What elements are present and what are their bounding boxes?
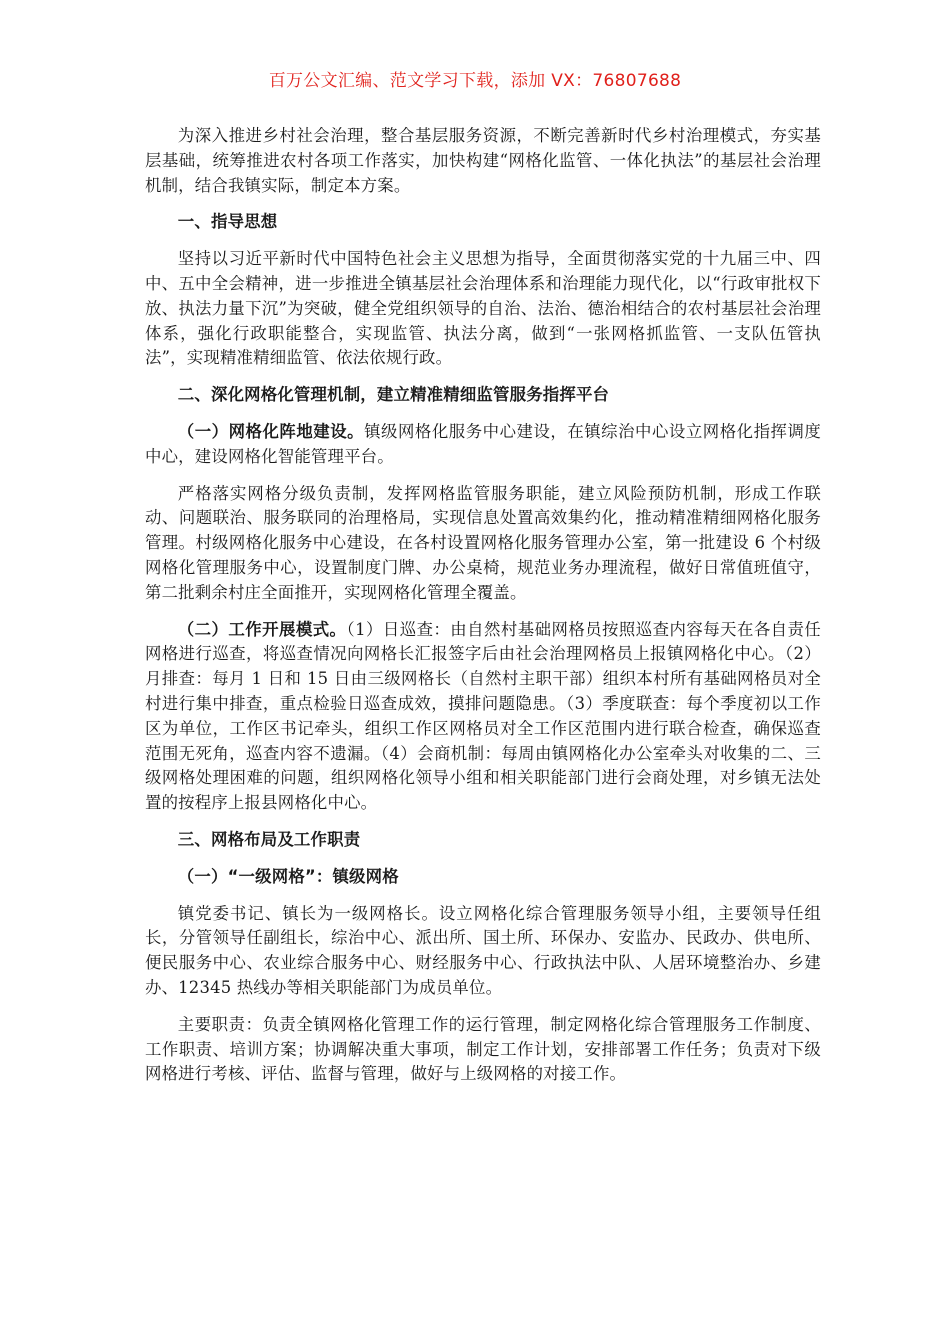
section-2-subsection-1 bbox=[145, 420, 821, 470]
section-3-subheading-1: （一）“一级网格”：镇级网格 bbox=[177, 866, 399, 886]
promo-banner: 百万公文汇编、范文学习下载，添加 VX：76807688 bbox=[268, 71, 682, 91]
intro-paragraph: 为深入推进乡村社会治理，整合基层服务资源，不断完善新时代乡村治理模式，夯实基层基础，统筹推进农村各项工作落实，加快构建“网格化监管、一体化执法”的基层社会治理机制，结合我镇实际，制定本方案。 bbox=[145, 126, 821, 195]
subsection-2-text: （1）日巡查：由自然村基础网格员按照巡查内容每天在各自责任网格进行巡查，将巡查情况向网格长汇报签字后由社会治理网格员上报镇网格化中心。（2）月排查：每月 1 日和 15 日由三级网格长（自然村主职干部）组织本村所有基础网格员对全村进行集中排查，重点检验日巡查成效，摸排问题隐患。（3）季度联查：每个季度初以工作区为单位，工作区书记牵头，组织工作区网格员对全工作区范围内进行联合检查，确保巡查范围无死角，巡查内容不遗漏。（4）会商机制：每周由镇网格化办公室牵头对收集的二、三级网格处理困难的问题，组织网格化领导小组和相关职能部门进行会商处理，对乡镇无法处置的按程序上报县网格化中心。 bbox=[145, 619, 821, 813]
document-body bbox=[145, 124, 821, 1099]
section-2-heading: 二、深化网格化管理机制，建立精准精细监管服务指挥平台 bbox=[177, 385, 610, 405]
subsection-1-text: 镇级网格化服务中心建设，在镇综治中心设立网格化指挥调度中心，建设网格化智能管理平台。 bbox=[145, 421, 821, 466]
section-3-paragraph-2: 主要职责：负责全镇网格化管理工作的运行管理，制定网格化综合管理服务工作制度、工作职责、培训方案；协调解决重大事项，制定工作计划，安排部署工作任务；负责对下级网格进行考核、评估、监督与管理，做好与上级网格的对接工作。 bbox=[145, 1014, 821, 1084]
section-2-subsection-2 bbox=[145, 618, 821, 816]
section-1-heading: 一、指导思想 bbox=[177, 212, 278, 232]
section-2-paragraph-2: 严格落实网格分级负责制，发挥网格监管服务职能，建立风险预防机制，形成工作联动、问题联治、服务联同的治理格局，实现信息处置高效集约化，推动精准精细网格化服务管理。村级网格化服务中心建设，在各村设置网格化服务管理办公室，第一批建设 6 个村级网格化管理服务中心，设置制度门牌、办公桌椅，规范业务办理流程，做好日常值班值守，第二批剩余村庄全面推开，实现网格化管理全覆盖。 bbox=[145, 483, 821, 602]
section-3-heading: 三、网格布局及工作职责 bbox=[177, 829, 361, 849]
subsection-2-lead: （二）工作开展模式。 bbox=[177, 619, 347, 639]
subsection-1-lead: （一）网格化阵地建设。 bbox=[177, 421, 365, 441]
section-1-paragraph: 坚持以习近平新时代中国特色社会主义思想为指导，全面贯彻落实党的十九届三中、四中、五中全会精神，进一步推进全镇基层社会治理体系和治理能力现代化，以“行政审批权下放、执法力量下沉”为突破，健全党组织领导的自治、法治、德治相结合的农村基层社会治理体系，强化行政职能整合，实现监管、执法分离，做到“一张网格抓监管、一支队伍管执法”，实现精准精细监管、依法依规行政。 bbox=[145, 249, 821, 368]
section-3-paragraph-1: 镇党委书记、镇长为一级网格长。设立网格化综合管理服务领导小组，主要领导任组长，分管领导任副组长，综治中心、派出所、国土所、环保办、安监办、民政办、供电所、便民服务中心、农业综合服务中心、财经服务中心、行政执法中队、人居环境整治办、乡建办、12345 热线办等相关职能部门为成员单位。 bbox=[145, 903, 821, 997]
